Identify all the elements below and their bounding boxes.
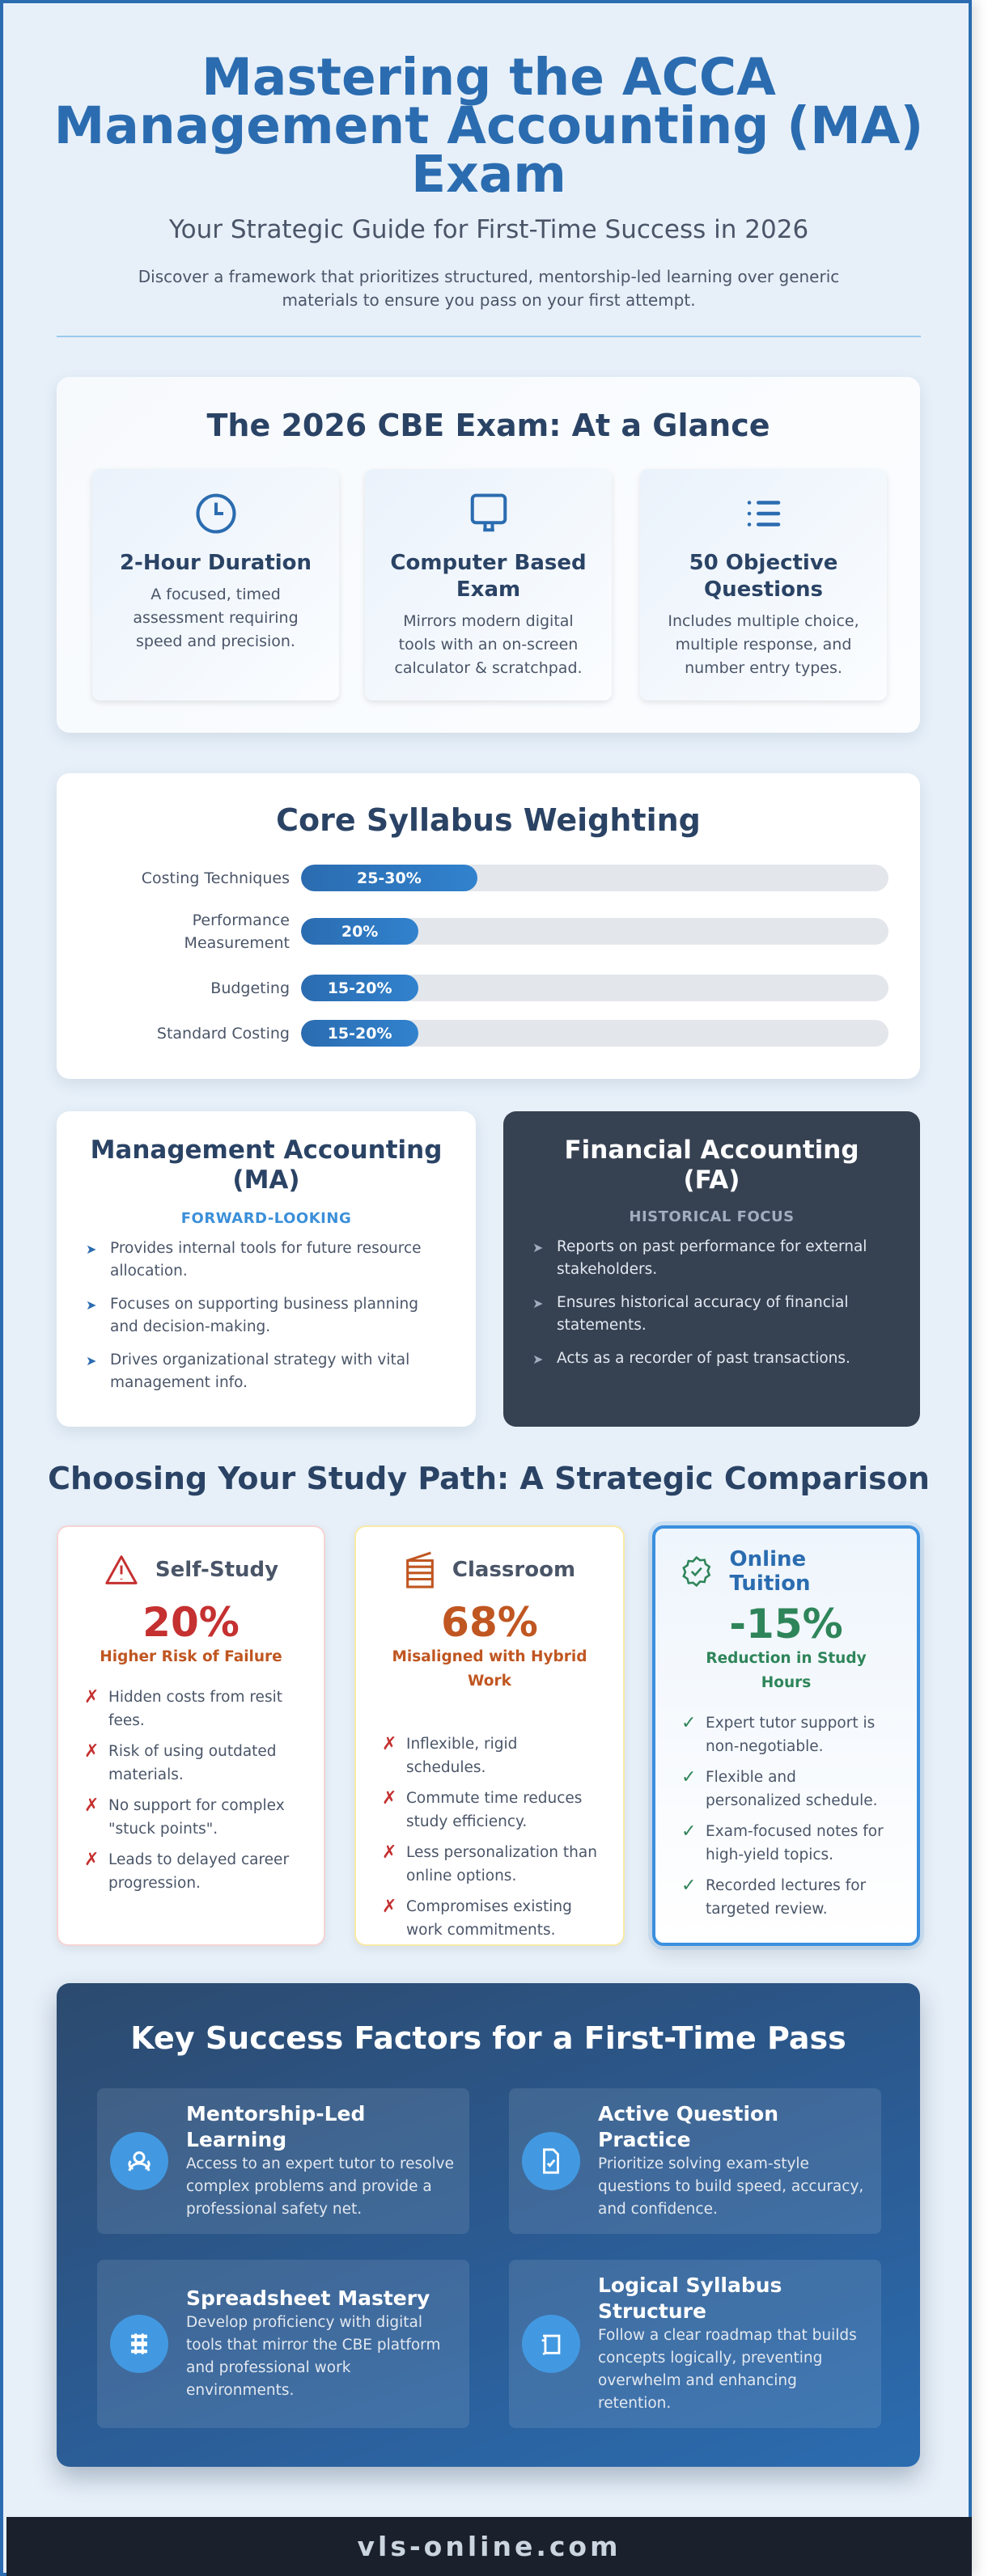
card-text: Mirrors modern digital tools with an on-screen calculator & scratchpad. — [394, 612, 583, 677]
fa-card — [503, 1111, 920, 1427]
glance-card-duration — [92, 469, 339, 700]
path-stat-label: Higher Risk of Failure — [100, 1648, 282, 1665]
card-text: Includes multiple choice, multiple response, and number entry types. — [668, 612, 859, 677]
syllabus-label: Standard Costing — [156, 1025, 290, 1043]
x-icon: ✗ — [382, 1788, 397, 1808]
ma-tag: FORWARD-LOOKING — [180, 1210, 352, 1227]
chevron-right-icon: ➤ — [86, 1297, 97, 1313]
check-icon: ✓ — [681, 1713, 697, 1733]
glance-card-cbe — [365, 469, 612, 700]
path-stat: 68% — [441, 1599, 538, 1646]
path-stat: 20% — [142, 1599, 240, 1646]
key-heading: Active Question Practice — [598, 2102, 779, 2151]
syllabus-row — [57, 974, 920, 1003]
key-item-syllabus-structure — [509, 2260, 881, 2428]
list-item: ✗ No support for complex "stuck points". — [84, 1796, 285, 1838]
progress-fill: 15-20% — [301, 975, 418, 1001]
progress-fill: 20% — [301, 918, 418, 945]
spreadsheet-icon — [110, 2315, 168, 2373]
key-heading: Spreadsheet Mastery — [186, 2286, 430, 2310]
path-points — [380, 1732, 599, 1942]
check-icon: ✓ — [681, 1876, 697, 1896]
key-text: Develop proficiency with digital tools that mirror the CBE platform and professional work environments. — [186, 2314, 441, 2399]
progress-fill: 15-20% — [301, 1020, 418, 1047]
list-item: ➤ Acts as a recorder of past transactions. — [532, 1347, 891, 1370]
classroom-icon — [404, 1551, 436, 1588]
section-title: Key Success Factors for a First-Time Pass — [130, 2020, 846, 2056]
chevron-right-icon: ➤ — [86, 1241, 97, 1257]
path-card-self-study — [57, 1525, 325, 1946]
key-text: Follow a clear roadmap that builds concepts logically, preventing overwhelm and enhancing retention. — [598, 2327, 857, 2412]
list-item: ➤ Ensures historical accuracy of financial statements. — [532, 1294, 849, 1334]
syllabus-row — [57, 864, 920, 893]
progress-track — [301, 975, 888, 1001]
card-heading: Computer Based Exam — [390, 551, 587, 602]
path-points — [83, 1686, 299, 1895]
ma-card — [57, 1111, 476, 1427]
key-heading: Logical Syllabus Structure — [598, 2274, 782, 2323]
card-heading: 2-Hour Duration — [119, 551, 312, 575]
footer-site-link[interactable]: vls-online.com — [6, 2517, 972, 2576]
study-path-title: Choosing Your Study Path: A Strategic Comparison — [48, 1461, 930, 1496]
mentor-icon — [110, 2132, 168, 2190]
key-text: Prioritize solving exam-style questions to build speed, accuracy, and confidence. — [598, 2155, 864, 2218]
glance-card-questions — [640, 469, 887, 700]
x-icon: ✗ — [382, 1734, 397, 1754]
path-stat: -15% — [729, 1601, 843, 1648]
chevron-right-icon: ➤ — [532, 1351, 544, 1367]
fa-tag: HISTORICAL FOCUS — [629, 1208, 795, 1225]
list-item: ✗ Commute time reduces study efficiency. — [382, 1788, 583, 1830]
key-item-question-practice — [509, 2088, 881, 2234]
syllabus-label: Budgeting — [210, 979, 290, 997]
x-icon: ✗ — [84, 1687, 100, 1707]
progress-track — [301, 918, 888, 945]
card-text: A focused, timed assessment requiring speed and precision. — [133, 586, 299, 650]
clock-icon — [194, 492, 238, 535]
key-item-spreadsheet — [97, 2260, 469, 2428]
x-icon: ✗ — [382, 1842, 397, 1863]
path-points — [680, 1711, 893, 1921]
syllabus-row — [57, 1019, 920, 1048]
scroll-icon — [522, 2315, 580, 2373]
x-icon: ✗ — [84, 1850, 100, 1870]
exam-glance-section — [57, 377, 920, 733]
list-item: ✗ Compromises existing work commitments. — [382, 1897, 572, 1939]
file-check-icon — [522, 2132, 580, 2190]
fa-title: Financial Accounting (FA) — [564, 1136, 859, 1195]
syllabus-label: Performance Measurement — [184, 912, 290, 952]
list-item: ➤ Reports on past performance for external stakeholders. — [532, 1238, 867, 1278]
chevron-right-icon: ➤ — [532, 1240, 544, 1255]
path-stat-label: Reduction in Study Hours — [706, 1650, 867, 1691]
key-text: Access to an expert tutor to resolve complex problems and provide a professional safety net. — [186, 2155, 454, 2218]
chevron-right-icon: ➤ — [86, 1353, 97, 1368]
syllabus-weighting-section — [57, 773, 920, 1079]
list-item: ✓ Recorded lectures for targeted review. — [681, 1876, 867, 1918]
syllabus-row — [57, 912, 920, 952]
list-item: ➤ Focuses on supporting business planning and decision-making. — [86, 1296, 418, 1335]
key-heading: Mentorship-Led Learning — [186, 2102, 366, 2151]
path-card-classroom — [354, 1525, 625, 1946]
divider — [57, 336, 921, 337]
list-item: ➤ Provides internal tools for future resource allocation. — [86, 1240, 422, 1280]
page-description: Discover a framework that prioritizes structured, mentorship-led learning over generic materials to ensure you pass on your first attempt. — [138, 267, 840, 310]
list-item: ✓ Flexible and personalized schedule. — [681, 1767, 878, 1809]
check-icon: ✓ — [681, 1821, 697, 1842]
page-title: Mastering the ACCA Management Accounting (MA) Exam — [53, 48, 924, 204]
warning-icon — [104, 1554, 139, 1586]
page-subtitle: Your Strategic Guide for First-Time Success in 2026 — [168, 215, 809, 244]
list-item: ✗ Hidden costs from resit fees. — [84, 1687, 282, 1729]
list-item: ✗ Risk of using outdated materials. — [84, 1741, 277, 1783]
list-item: ✓ Exam-focused notes for high-yield topics. — [681, 1821, 884, 1863]
path-stat-label: Misaligned with Hybrid Work — [392, 1648, 587, 1690]
list-item: ✗ Inflexible, rigid schedules. — [382, 1734, 518, 1776]
x-icon: ✗ — [84, 1796, 100, 1816]
ma-title: Management Accounting (MA) — [90, 1136, 443, 1195]
x-icon: ✗ — [382, 1897, 397, 1917]
progress-track — [301, 865, 888, 891]
list-item: ✓ Expert tutor support is non-negotiable. — [681, 1713, 876, 1755]
list-icon — [742, 492, 786, 535]
x-icon: ✗ — [84, 1741, 100, 1762]
key-success-section — [57, 1983, 920, 2467]
progress-track — [301, 1020, 888, 1047]
monitor-icon — [467, 492, 511, 535]
path-card-online-tuition — [652, 1525, 920, 1946]
path-name: Online Tuition — [729, 1547, 811, 1596]
progress-fill: 25-30% — [301, 865, 477, 891]
syllabus-label: Costing Techniques — [141, 869, 290, 887]
card-heading: 50 Objective Questions — [689, 551, 838, 602]
chevron-right-icon: ➤ — [532, 1296, 544, 1311]
path-name: Classroom — [452, 1558, 576, 1582]
check-icon: ✓ — [681, 1767, 697, 1787]
list-item: ➤ Drives organizational strategy with vital management info. — [86, 1351, 410, 1391]
badge-check-icon — [680, 1554, 714, 1588]
list-item: ✗ Less personalization than online options. — [382, 1842, 597, 1884]
key-item-mentorship — [97, 2088, 469, 2234]
path-name: Self-Study — [155, 1558, 279, 1582]
section-title: Core Syllabus Weighting — [276, 802, 701, 838]
section-title: The 2026 CBE Exam: At a Glance — [206, 408, 770, 443]
list-item: ✗ Leads to delayed career progression. — [84, 1850, 290, 1892]
